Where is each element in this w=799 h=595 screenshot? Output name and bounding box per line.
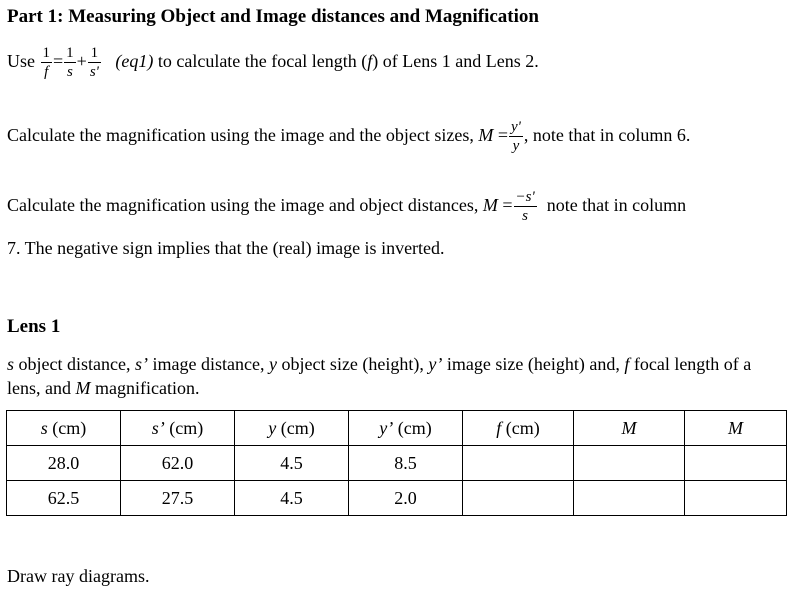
table-row [7,481,787,516]
table-cell-empty [574,446,685,481]
mag-dist-continuation: 7. The negative sign implies that the (real) image is inverted. [7,238,445,258]
eq1-tag: (eq1) [115,51,154,72]
mag-sizes-M: M [478,125,494,146]
table-header-row [7,411,787,446]
table-cell: 4.5 [235,481,349,516]
mag-dist-frac: $\frac{-s'}{s}$ [515,189,535,224]
header-s: s (cm) [7,411,121,446]
footer-instruction: Draw ray diagrams. [7,566,150,586]
header-m-distances: M [685,411,787,446]
mag-dist-text: Calculate the magnification using the image and object distances, [7,195,479,216]
eq1-use-label: Use [7,51,35,72]
mag-dist-equals: = [502,195,513,216]
lens-heading: Lens 1 [7,316,61,337]
header-m-sizes: M [574,411,685,446]
eq1-f-symbol: f [367,51,373,72]
table-cell-empty [685,446,787,481]
table-cell-empty [463,446,574,481]
table-cell: 27.5 [121,481,235,516]
header-s-prime: s’ (cm) [121,411,235,446]
table-cell-empty [685,481,787,516]
table-cell: 62.5 [7,481,121,516]
mag-sizes-frac: $\frac{y'}{y}$ [511,119,521,154]
table-cell: 2.0 [349,481,463,516]
variable-definitions: s object distance, s’ image distance, y object size (height), y’ image size (height) and, f focal length of a lens, and M magnification. [7,354,752,398]
table-cell: 8.5 [349,446,463,481]
eq1-equals: = [53,51,64,72]
mag-sizes-line [7,120,690,154]
table-cell: 4.5 [235,446,349,481]
eq1-text-a: to calculate the focal length ( [157,51,368,72]
eq1-text-b: ) of Lens 1 and Lens 2. [372,51,539,72]
lens1-table [6,410,787,516]
eq1-plus: + [76,51,87,72]
table-cell-empty [574,481,685,516]
header-y-prime: y’ (cm) [349,411,463,446]
table-row [7,446,787,481]
eq1-frac-f: $\frac{1}{f}$ [42,45,50,80]
section-title: Part 1: Measuring Object and Image distances and Magnification [7,6,539,27]
eq1-frac-s: $\frac{1}{s}$ [66,45,74,80]
table-cell-empty [463,481,574,516]
eq1-line [7,46,539,80]
mag-dist-note: note that in column [546,195,687,216]
table-cell: 28.0 [7,446,121,481]
mag-sizes-text: Calculate the magnification using the image and the object sizes, [7,125,474,146]
header-y: y (cm) [235,411,349,446]
mag-dist-line [7,190,686,224]
table-cell: 62.0 [121,446,235,481]
header-f: f (cm) [463,411,574,446]
eq1-frac-sp: $\frac{1}{s'}$ [89,45,99,80]
mag-sizes-note: , note that in column 6. [523,125,691,146]
mag-sizes-equals: = [497,125,509,146]
mag-dist-M: M [482,195,498,216]
